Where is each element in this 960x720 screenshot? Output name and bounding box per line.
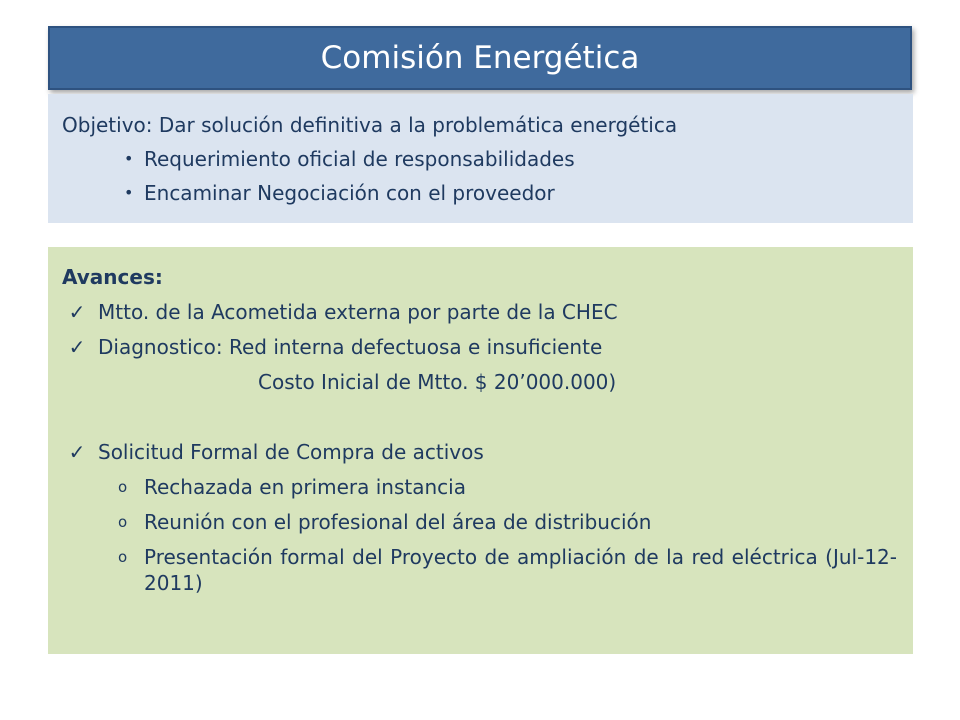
spacer xyxy=(62,400,897,435)
avance-item xyxy=(62,295,897,330)
avance-subitem xyxy=(62,474,897,500)
avances-heading: Avances: xyxy=(62,265,163,289)
cost-line: Costo Inicial de Mtto. $ 20’000.000) xyxy=(258,370,617,394)
avance-subitem-text: Presentación formal del Proyecto de ampliación de la red eléctrica (Jul-12-2011) xyxy=(144,545,897,595)
objective-list xyxy=(62,142,899,210)
objective-box xyxy=(48,94,913,223)
avance-subitem xyxy=(62,544,897,596)
checkmark-icon: ✓ xyxy=(68,335,86,359)
checkmark-icon: ✓ xyxy=(68,440,86,464)
avance-item-text: Diagnostico: Red interna defectuosa e insuficiente xyxy=(98,335,603,359)
circle-o-icon: o xyxy=(118,513,128,531)
objective-bullet xyxy=(62,176,899,210)
objective-bullet xyxy=(62,142,899,176)
avance-item xyxy=(62,330,897,365)
avances-box xyxy=(48,247,913,654)
checkmark-icon: ✓ xyxy=(68,300,86,324)
avance-subitem xyxy=(62,509,897,535)
objective-text: Objetivo: Dar solución definitiva a la problemática energética xyxy=(62,113,678,137)
avance-subitem-text: Reunión con el profesional del área de distribución xyxy=(144,510,652,534)
circle-o-icon: o xyxy=(118,548,128,566)
avance-item xyxy=(62,435,897,470)
bullet-dot-icon: • xyxy=(124,183,134,202)
avance-item-text: Solicitud Formal de Compra de activos xyxy=(98,440,484,464)
page-title: Comisión Energética xyxy=(320,40,640,76)
circle-o-icon: o xyxy=(118,478,128,496)
avance-subitem-text: Rechazada en primera instancia xyxy=(144,475,466,499)
bullet-dot-icon: • xyxy=(124,149,134,168)
objective-bullet-text: Encaminar Negociación con el proveedor xyxy=(144,181,555,205)
avance-item-text: Mtto. de la Acometida externa por parte de la CHEC xyxy=(98,300,618,324)
title-bar xyxy=(48,26,912,90)
objective-bullet-text: Requerimiento oficial de responsabilidades xyxy=(144,147,575,171)
